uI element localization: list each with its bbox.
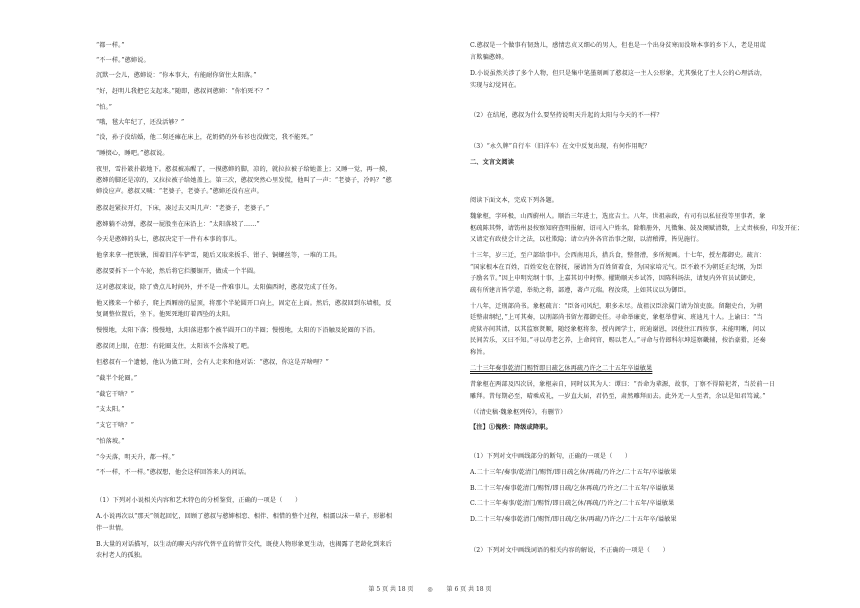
right-text-line: （3）“永久牌”自行车（旧洋车）在文中反复出现，有何作用呢？ [470, 143, 651, 150]
left-text-line: 复调整位置后，坐下。他死死地盯着西坠的太阳。 [96, 311, 235, 318]
left-text-line: 憨婶的脚还是凉的，又拉拉被子给她盖上。第三次，憨叔突然心里发慌，他叫了一声：“老婆子，冷吗？”憨 [96, 177, 392, 184]
right-text-line: C.憨叔是一个做事有韧劲儿，感情忠贞又细心的男人，但也是一个出身贫寒而没啥本事的乡下人，老是用谎 [470, 42, 766, 49]
right-text-line: 枢疏陈其弊，请饬州县按察知府查明报解，诏司入户姓名，除粮册外，凡徵集、鼓及阕赋清数，上丈责核验，印发开征； [470, 225, 804, 232]
page-number-right: 第 6 页 共 18 页 [446, 586, 492, 593]
right-text-line: D.二十三年/奏事乾清门/赐哲/即日疏/乞休/再疏/乃许之/二十五年卒/谥敏果 [470, 516, 677, 523]
binding-mark: ◎ [427, 586, 433, 593]
left-text-line: “睡掇心，睡吧。”憨叔说。 [96, 150, 169, 157]
left-text-line: A.小说再次以“那天”领起回忆，回顾了憨叔与憨婶相恋、相伴、相惜的整个过程，相濡以沫一辈子，形影相 [96, 513, 393, 520]
left-text-line: 沉默一会儿，憨婶说：“你本事大，有能耐你留住太阳落。” [96, 72, 257, 79]
right-text-line: （2）下列对文中画线词语的相关内容的解说，不正确的一项是（ ） [470, 547, 669, 554]
right-text-line: D.小说虽然关涉了多个人物，但只是集中笔墨刻画了憨叔这一主人公形象，尤其强化了主人公的心理活动， [470, 70, 767, 77]
right-text-line: 又请定有政使会计之法，以杜欺隐；请立内外各官治事之限，以清稽滞，皆见施行。 [470, 236, 703, 243]
left-text-line: 憨叔闭上眼，在想：有轮圈支住，太阳该不会落坡了吧。 [96, 343, 254, 350]
right-text-line: 十三年，岁三迁，至户部给事中。会西南用兵，措兵食，整督漕，多所规画。十七年，授左都御史。疏言： [470, 252, 766, 259]
left-text-line: “哦，毬大年纪了，还没活够？” [96, 119, 185, 126]
left-text-line: 他拿来拿一把铁锹，围着旧洋车铲雪，随后又取来扳手、钳子、铜螺丝等，一堆的工具。 [96, 252, 342, 259]
left-text-line: “不一样。”憨婶说。 [96, 57, 150, 64]
left-text-line: “没，孙子没结婚，他二舅还瘫在床上，花奶奶的外布衫也没做完，我不能死。” [96, 134, 314, 141]
right-text-line: 阅读下面文本，完成下列各题。 [470, 197, 559, 204]
left-text-line: “截它干啥？” [96, 391, 134, 398]
left-text-line: “不一样，不一样。”憨叔想，他会这样回答来人的问话。 [96, 469, 251, 476]
right-text-line: 二、文言文阅读 [470, 159, 515, 166]
left-text-line: 婶没应声。憨叔又喊：“老婆子，老婆子。”憨婶还没有应声。 [96, 188, 263, 195]
left-text-line: “截半个轮圈。” [96, 375, 138, 382]
left-text-line: 憨叔要拆下一个车轮，然后将它拦腰锯开，做成一个半圆。 [96, 268, 260, 275]
left-text-line: “支太阳。” [96, 406, 125, 413]
left-text-line: “怕。” [96, 104, 113, 111]
right-text-line: 十八年，迁刑部尚书。象枢疏言：“臣备司风纪，职多未尽。故祖汉臣涂翼门请为馆吏旅。留翻史台，为朝 [470, 303, 763, 310]
left-text-line: 夜里，雪扑簌扑簌地下。憨叔被冻醒了，一摸憨婶的脚，凉的，就拉拉被子给她盖上；又睡一觉，再一摸， [96, 166, 392, 173]
left-text-line: “今天落，明天升，都一样。” [96, 454, 175, 461]
right-text-line: B.二十三年/奏事乾清门/赐哲/即日疏/乞休再疏/乃许之/二十五年/卒谥敏果 [470, 485, 675, 492]
right-text-line: 廷整肃纲纪，”上可其奏，以刑部尚书留左都御史任。寻命举廉吏，象枢举曹寅、班迪凡十人。上谕曰：“当 [470, 314, 763, 321]
right-text-line: 魏象枢，字环极，山西蔚州人。顺治三年进士，选庶吉士。八年，世祖亲政，有司有以私征役等里事者，象 [470, 213, 766, 220]
left-text-line: “都一样。” [96, 42, 125, 49]
left-text-line: （1）下列对小说相关内容和艺术特色的分析鉴赏，正确的一项是（ ） [96, 497, 302, 504]
page-number-left: 第 5 页 共 18 页 [368, 586, 414, 593]
left-text-line: 农村老人的孤独。 [96, 552, 147, 559]
left-text-line: 伴一世情。 [96, 525, 128, 532]
left-text-line: 憨叔赶紧拉开灯，下床，凑过去又叫几声：“老婆子，老婆子。” [96, 205, 270, 212]
left-text-line: 慢慢地，太阳下落；慢慢地，太阳落进那个被半圆开口的半圈；慢慢地，太阳的下沿触及轮圈的下沿。 [96, 327, 379, 334]
right-text-line: 民间苦乐，又曰不知。”寻以母老乞养，上命问官，赐以老人。”寻命与侍郎科尔坤巡察畿辅，按治豪猾，还奏 [470, 337, 766, 344]
right-text-line: 【注】①傀秩：降级或降职。 [470, 424, 552, 431]
right-text-line: 雕拜。昔每期必至，晴乘成礼，一岁直大届，君仍至，肃然雕拜而去。此外无一人至者，余以是知君笃诚。” [470, 393, 766, 400]
right-text-line: 二十三年奏事乾清门赐哲即日疏乞休再疏乃许之二十五年卒谥敏果 [470, 365, 653, 372]
right-text-line: 实现与幻觉同在。 [470, 82, 521, 89]
right-text-line: 虎狱亦间其清，以其监察贤顺，随经象枢将参，授内阁学士，班迪谢恩，因使往江西按事，未能明晰，问以 [470, 326, 766, 333]
right-text-line: 言欺骗憨婶。 [470, 54, 508, 61]
left-text-line: 他又搬来一个梯子，爬上西厢房的屋顶，将那个半轮圆开口向上，固定在上面。然后，憨叔回到东墙根，反 [96, 300, 392, 307]
left-text-line: 憨婶躺不动弹，憨叔一屁股坐在床沿上：“太阳落坡了……” [96, 221, 260, 228]
right-text-line: （2）在结尾，憨叔为什么要坚持说明天升起的太阳与今天的不一样？ [470, 112, 663, 119]
left-text-line: 但憨叔有一个遗憾，他认为做工时，会有人走来和他对话：“憨叔，你这是弄啥哩？” [96, 359, 329, 366]
right-text-line: “国家根本在百姓，百姓安危在督抚，屡请旨为百姓留着食，为国家培元气。臣不敢不为朝廷正纪纲，为臣 [470, 264, 763, 271]
right-text-line: 子励名节。”因上申明宪纲十事，上嘉其切中时弊。擢勘顺天乡试答，因陈科场法，请复内外官员试御史， [470, 275, 760, 282]
right-text-line: 昔象枢在两部及四次居，象枢亲自，同时以其为人：谭曰：“吾命为辈源，故事，丁察不得陪祀者，当於前一日 [470, 381, 776, 388]
left-text-line: “好，赶明儿我把它支起来。”随即，憨叔问憨婶：“你怕死不？” [96, 88, 270, 95]
left-text-line: “怕落坡。” [96, 438, 125, 445]
right-text-line: （1）下列对文中画线部分的断句，正确的一项是（ ） [470, 453, 632, 460]
left-text-line: 这对憨叔来说，除了费点儿时间外，并不是一件难事儿。太阳偏西时，憨叔完成了任务。 [96, 284, 342, 291]
right-text-line: 疏有所建言皆学道，举劾之将，部遵，著卢元瑞。程汝璞，上如其议以为御臣。 [470, 287, 691, 294]
left-text-line: B.大量的对话描写，以生动的聊天内容代替平直的情节交代，既使人物形象更生动，也揭露了老龄化到来后 [96, 541, 392, 548]
right-text-line: A.二十三年/奏事/乾清门/赐哲/即日疏乞休/再疏/乃许之/二十五年/卒谥敏果 [470, 469, 677, 476]
right-text-line: （《清史稿·魏象枢列传》，有删节） [470, 409, 567, 416]
left-text-line: 今天是憨婶的头七，憨叔决定干一件有本事的事儿。 [96, 236, 241, 243]
left-text-line: “支它干啥？” [96, 422, 134, 429]
right-text-line: 称旨。 [470, 349, 489, 356]
page-footer [0, 586, 860, 594]
right-text-line: C.二十三年奏事/乾清门/赐哲/即日疏乞休/再疏/乃许之/二十五年/卒谥敏果 [470, 500, 675, 507]
